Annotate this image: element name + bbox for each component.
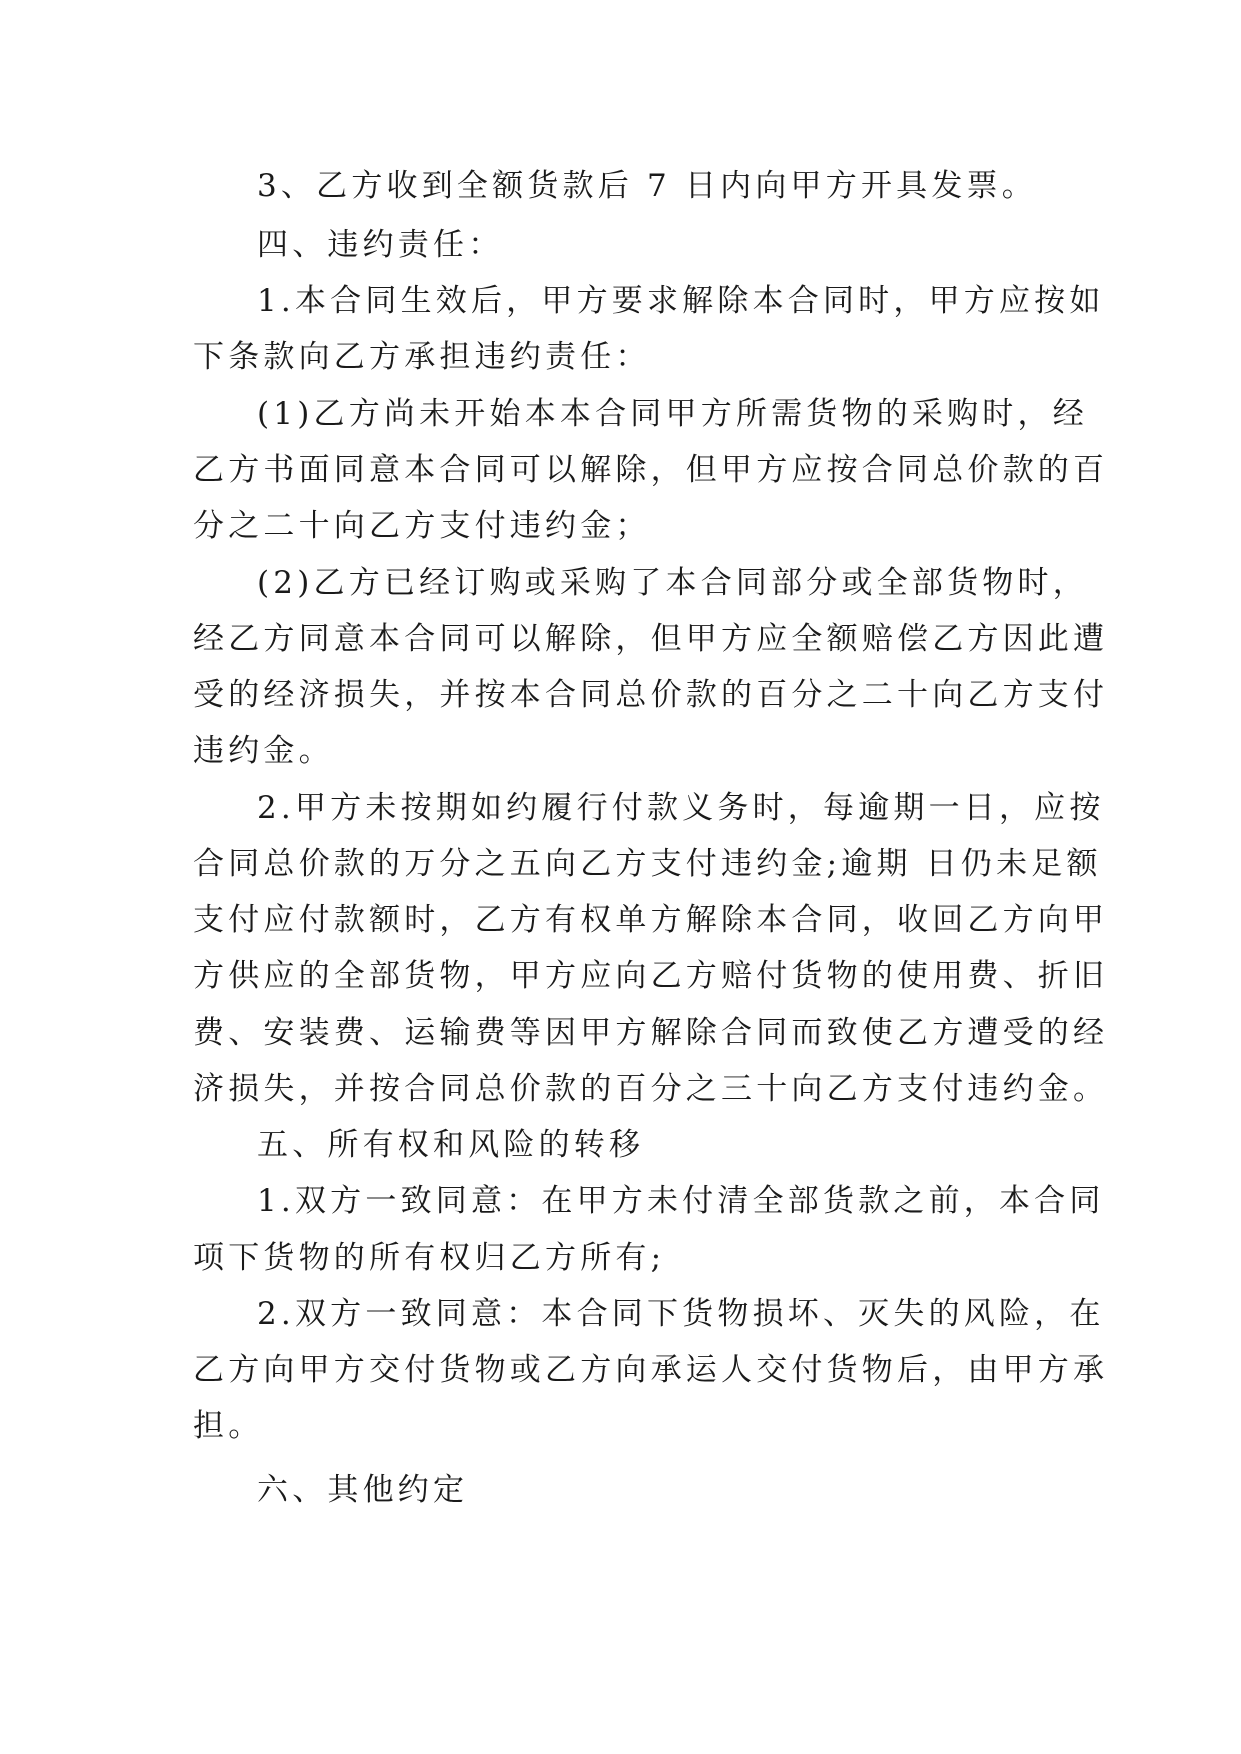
clause-5-1-line-1: 1.双方一致同意：在甲方未付清全部货款之前，本合同 (257, 1183, 1105, 1219)
section-4-heading: 四、违约责任： (257, 227, 504, 263)
clause-4-2-line-1: 2.甲方未按期如约履行付款义务时，每逾期一日，应按 (257, 790, 1105, 826)
clause-4-1-1-line-2: 乙方书面同意本合同可以解除，但甲方应按合同总价款的百 (193, 452, 1109, 488)
clause-4-1-2-line-3: 受的经济损失，并按本合同总价款的百分之二十向乙方支付 (193, 677, 1109, 713)
section-5-heading: 五、所有权和风险的转移 (257, 1127, 645, 1163)
clause-4-2-line-2: 合同总价款的万分之五向乙方支付违约金;逾期 日仍未足额 (193, 846, 1102, 882)
clause-4-2-line-6: 济损失，并按合同总价款的百分之三十向乙方支付违约金。 (193, 1071, 1109, 1107)
clause-5-2-line-2: 乙方向甲方交付货物或乙方向承运人交付货物后，由甲方承 (193, 1352, 1109, 1388)
section-6-heading: 六、其他约定 (257, 1472, 469, 1508)
clause-5-1-line-2: 项下货物的所有权归乙方所有; (193, 1240, 666, 1276)
clause-4-1-line-1: 1.本合同生效后，甲方要求解除本合同时，甲方应按如 (257, 283, 1105, 319)
clause-4-1-2-line-4: 违约金。 (193, 733, 334, 769)
clause-4-1-1-line-3: 分之二十向乙方支付违约金； (193, 508, 651, 544)
clause-4-1-line-2: 下条款向乙方承担违约责任： (193, 339, 651, 375)
clause-3-invoice: 3、乙方收到全额货款后 7 日内向甲方开具发票。 (257, 168, 1037, 204)
clause-4-2-line-4: 方供应的全部货物，甲方应向乙方赔付货物的使用费、折旧 (193, 958, 1109, 994)
clause-4-2-line-5: 费、安装费、运输费等因甲方解除合同而致使乙方遭受的经 (193, 1015, 1109, 1051)
clause-4-1-2-line-1: (2)乙方已经订购或采购了本合同部分或全部货物时， (257, 565, 1088, 601)
clause-5-2-line-1: 2.双方一致同意：本合同下货物损坏、灭失的风险，在 (257, 1296, 1105, 1332)
clause-4-1-1-line-1: (1)乙方尚未开始本本合同甲方所需货物的采购时，经 (257, 396, 1088, 432)
clause-5-2-line-3: 担。 (193, 1408, 264, 1444)
clause-4-2-line-3: 支付应付款额时，乙方有权单方解除本合同，收回乙方向甲 (193, 902, 1109, 938)
clause-4-1-2-line-2: 经乙方同意本合同可以解除，但甲方应全额赔偿乙方因此遭 (193, 621, 1109, 657)
